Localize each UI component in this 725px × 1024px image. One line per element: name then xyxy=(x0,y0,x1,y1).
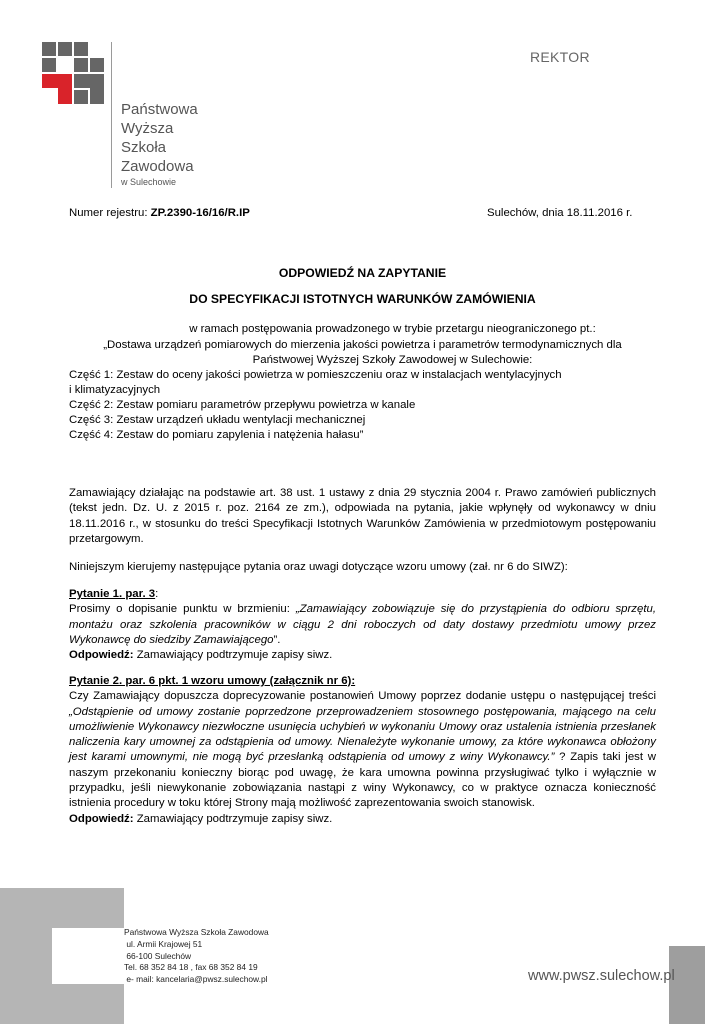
address-line: 66-100 Sulechów xyxy=(124,950,192,961)
question-2 xyxy=(69,674,656,827)
intro-line: „Dostawa urządzeń pomiarowych do mierzenia jakości powietrza i parametrów termodynamicznych dla xyxy=(103,339,622,351)
answer-1-text: Zamawiający podtrzymuje zapisy siwz. xyxy=(133,649,333,662)
question-1-colon: : xyxy=(155,588,159,600)
university-line: Zawodowa xyxy=(121,158,194,175)
university-logo xyxy=(42,42,104,104)
university-location: w Sulechowie xyxy=(121,177,177,187)
question-1 xyxy=(69,587,656,663)
address-line: Państwowa Wyższa Szkoła Zawodowa xyxy=(124,927,269,937)
question-1-heading: Pytanie 1. par. 3 xyxy=(69,588,156,600)
university-line: Wyższa xyxy=(121,120,174,137)
answer-2-label: Odpowiedź: xyxy=(69,812,134,825)
part-4: Część 4: Zestaw do pomiaru zapylenia i natężenia hałasu” xyxy=(69,429,364,441)
part-1-cont: i klimatyzacyjnych xyxy=(69,384,161,396)
university-name xyxy=(121,100,198,188)
question-1-quote: „Zamawiający zobowiązuje się do przystąpienia do odbioru sprzętu, montażu oraz szkolenia pracowników w ciągu 2 dni roboczych od daty dostawy przedmiotu umowy przez Wykonawcę do siedziby Zamawiającego xyxy=(69,603,656,646)
document-date: Sulechów, dnia 18.11.2016 r. xyxy=(487,207,633,219)
logo-divider xyxy=(111,42,112,188)
address-line: e- mail: kancelaria@pwsz.sulechow.pl xyxy=(124,974,268,985)
part-2: Część 2: Zestaw pomiaru parametrów przepływu powietrza w kanale xyxy=(69,399,416,411)
website-link[interactable]: www.pwsz.sulechow.pl xyxy=(528,968,675,984)
question-2-lead: Czy Zamawiający dopuszcza doprecyzowanie postanowień Umowy poprzez dodanie ustępu o następującej treści xyxy=(69,690,656,703)
university-line: Szkoła xyxy=(121,139,167,156)
intro-line: Państwowej Wyższej Szkoły Zawodowej w Sulechowie: xyxy=(252,354,533,366)
footer-decor-right xyxy=(669,946,705,1024)
address-line: ul. Armii Krajowej 51 xyxy=(124,938,203,949)
university-line: Państwowa xyxy=(121,101,198,118)
address-line: Tel. 68 352 84 18 , fax 68 352 84 19 xyxy=(124,962,258,973)
registry-number xyxy=(69,206,250,221)
questions-intro: Niniejszym kierujemy następujące pytania oraz uwagi dotyczące wzoru umowy (zał. nr 6 do SIWZ): xyxy=(69,561,568,573)
document-title-line2: DO SPECYFIKACJI ISTOTNYCH WARUNKÓW ZAMÓWIENIA xyxy=(189,292,536,306)
answer-2-text: Zamawiający podtrzymuje zapisy siwz. xyxy=(133,812,333,825)
document-title-line1: ODPOWIEDŹ NA ZAPYTANIE xyxy=(278,266,447,280)
answer-1-label: Odpowiedź: xyxy=(69,649,134,662)
rektor-label: REKTOR xyxy=(530,49,590,65)
legal-basis-paragraph: Zamawiający działając na podstawie art. 38 ust. 1 ustawy z dnia 29 stycznia 2004 r. Prawo zamówień publicznych (tekst jedn. Dz. U. z 2015 r. poz. 2164 ze zm.), odpowiada na pytania, jakie wpłynęły od wykonawcy w dniu 18.11.2016 r., w stosunku do treści Specyfikacji Istotnych Warunków Zamówienia w przedmiotowym postępowaniu przetargowym. xyxy=(69,487,656,545)
question-2-heading: Pytanie 2. par. 6 pkt. 1 wzoru umowy (załącznik nr 6): xyxy=(69,675,356,687)
registry-label: Numer rejestru: xyxy=(69,207,151,219)
question-2-quote: „Odstąpienie od umowy zostanie poprzedzone przeprowadzeniem stosownego postępowania, mającego na celu umożliwienie Wykonawcy niezwłoczne usunięcia uchybień w wykonaniu Umowy oraz ustalenia istnienia przesłanek naliczenia kary umownej za odstąpienia od umowy. Nienależyte wykonanie umowy, za które wykonawca obłożony jest karami umownymi, nie mogą być przesłanką odstąpienia od umowy z winy Wykonawcy.” xyxy=(69,705,656,764)
question-1-lead: Prosimy o dopisanie punktu w brzmieniu: xyxy=(69,603,296,616)
part-1: Część 1: Zestaw do oceny jakości powietrza w pomieszczeniu oraz w instalacjach wentylacyjnych xyxy=(69,369,562,381)
intro-line: w ramach postępowania prowadzonego w trybie przetargu nieograniczonego pt.: xyxy=(189,323,596,335)
question-2-tail: ? Zapis taki jest w naszym przekonaniu konieczny biorąc pod uwagę, że kara umowna powinna przysługiwać tylko i wyłącznie w przypadku, jeśli niewykonanie zobowiązania nastąpi z winy Wykonawcy, co w praktyce oznacza konieczność istnienia procedury w toku której Strony mają możliwość zaprezentowania swoich stanowisk. xyxy=(69,751,656,810)
part-3: Część 3: Zestaw urządzeń układu wentylacji mechanicznej xyxy=(69,414,366,426)
footer-decor-cutout xyxy=(52,928,124,984)
question-1-tail: ”. xyxy=(273,633,281,646)
footer-address xyxy=(124,927,269,986)
registry-value: ZP.2390-16/16/R.IP xyxy=(150,207,250,219)
